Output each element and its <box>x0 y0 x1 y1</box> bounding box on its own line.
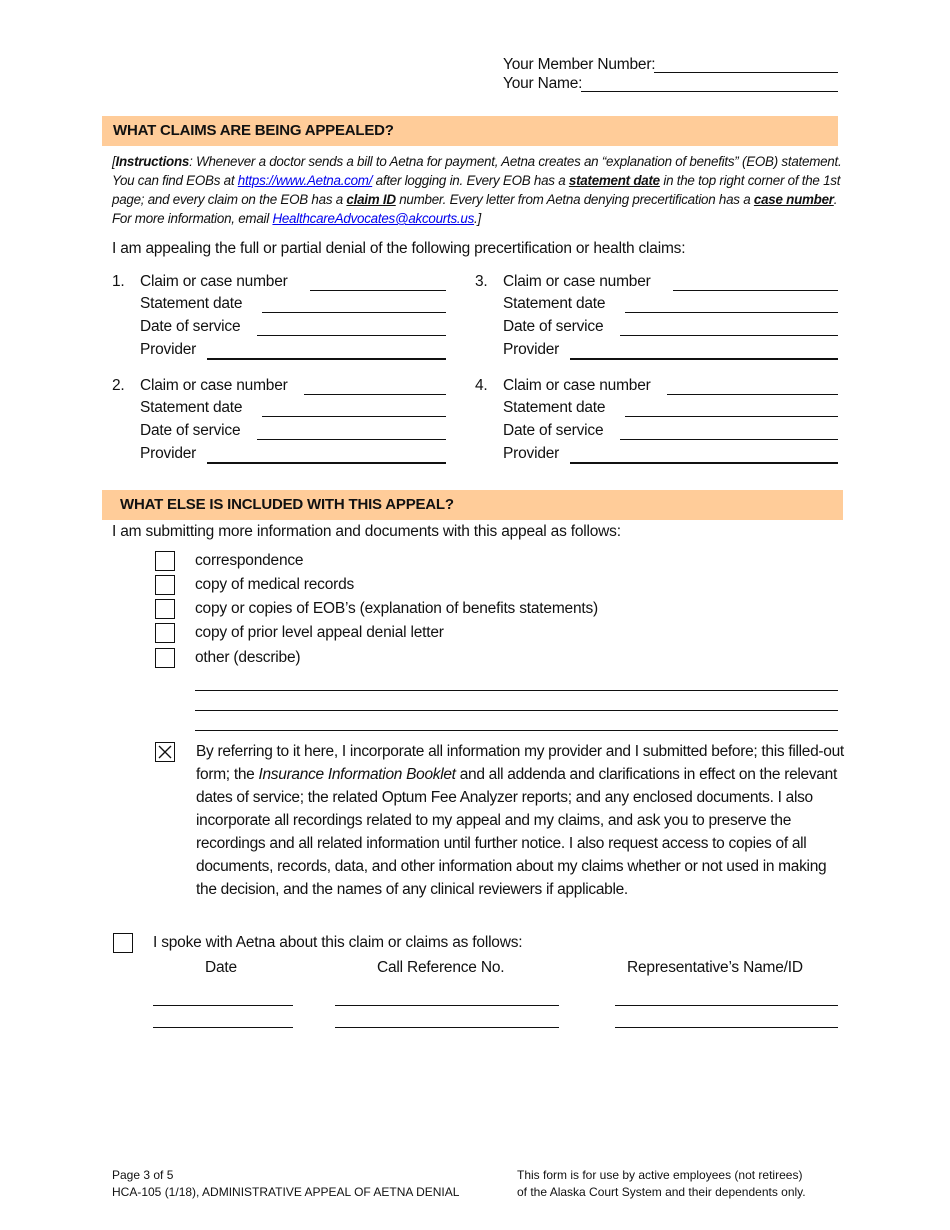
claim-field-label: Claim or case number <box>140 273 288 290</box>
claim-field-input[interactable] <box>262 416 446 417</box>
date-field-2[interactable] <box>153 1027 293 1028</box>
instructions: [Instructions: Whenever a doctor sends a bill to Aetna for payment, Aetna creates an “explanation of benefits” (EOB) statement. You can find EOBs at https://www.Aetna.com/ after logging in. Every EOB has a statement date in the top right corner of the 1st page; and every claim on the EOB has a claim ID number. Every letter from Aetna denying precertification has a case number. For more information, email HealthcareAdvocates@akcourts.us.] <box>112 154 842 226</box>
name-field[interactable] <box>581 91 838 92</box>
representative-field-1[interactable] <box>615 1005 838 1006</box>
footer-right <box>517 1167 806 1201</box>
claim-number: 4. <box>475 377 488 394</box>
claim-field-input[interactable] <box>570 358 838 360</box>
claim-field-label: Date of service <box>503 422 604 439</box>
aetna-link[interactable]: https://www.Aetna.com/ <box>237 173 373 188</box>
option-label: correspondence <box>195 552 304 569</box>
claim-number: 2. <box>112 377 125 394</box>
spoke-checkbox[interactable] <box>113 933 133 953</box>
notice-line-2: of the Alaska Court System and their dependents only. <box>517 1185 806 1199</box>
call-reference-field-2[interactable] <box>335 1027 559 1028</box>
claim-field-input[interactable] <box>262 312 446 313</box>
form-id: HCA-105 (1/18), ADMINISTRATIVE APPEAL OF AETNA DENIAL <box>112 1185 460 1199</box>
option-checkbox[interactable] <box>155 575 175 595</box>
claim-field-label: Date of service <box>140 318 241 335</box>
claim-field-input[interactable] <box>620 439 838 440</box>
claim-field-label: Statement date <box>140 399 243 416</box>
claim-field-label: Provider <box>140 341 197 358</box>
claim-field-input[interactable] <box>667 394 838 395</box>
incorporate-checkbox[interactable] <box>155 742 175 762</box>
section-header-included: WHAT ELSE IS INCLUDED WITH THIS APPEAL? <box>102 490 843 520</box>
date-field-1[interactable] <box>153 1005 293 1006</box>
describe-line-1[interactable] <box>195 690 838 691</box>
claim-field-input[interactable] <box>310 290 446 291</box>
section-header-claims: WHAT CLAIMS ARE BEING APPEALED? <box>102 116 838 146</box>
option-checkbox[interactable] <box>155 599 175 619</box>
name-label: Your Name: <box>503 75 583 92</box>
describe-line-2[interactable] <box>195 710 838 711</box>
claim-field-input[interactable] <box>207 358 446 360</box>
claim-field-input[interactable] <box>625 312 838 313</box>
claim-field-label: Claim or case number <box>503 377 651 394</box>
claim-field-label: Statement date <box>503 295 606 312</box>
claim-field-input[interactable] <box>570 462 838 464</box>
checkmark-x-icon <box>158 745 172 759</box>
claim-field-label: Claim or case number <box>503 273 651 290</box>
claim-field-label: Provider <box>503 341 560 358</box>
incorporate-text: By referring to it here, I incorporate all information my provider and I submitted before; this filled-out form; the Insurance Information Booklet and all addenda and clarifications in effect on the relevant dates of service; the related Optum Fee Analyzer reports; and any enclosed documents. I also incorporate all recordings related to my appeal and my claims, and ask you to preserve the recordings and all related information until further notice. I also request access to copies of all documents, records, data, and other information about my claims whether or not used in making the decision, and the names of any clinical reviewers if applicable. <box>196 743 844 898</box>
claim-field-input[interactable] <box>304 394 446 395</box>
representative-field-2[interactable] <box>615 1027 838 1028</box>
claim-field-label: Provider <box>503 445 560 462</box>
column-representative: Representative’s Name/ID <box>627 959 803 976</box>
claim-field-input[interactable] <box>620 335 838 336</box>
notice-line-1: This form is for use by active employees (not retirees) <box>517 1168 803 1182</box>
page-number: Page 3 of 5 <box>112 1168 174 1182</box>
claim-field-label: Claim or case number <box>140 377 288 394</box>
option-label: copy of prior level appeal denial letter <box>195 624 444 641</box>
claim-field-input[interactable] <box>257 439 446 440</box>
claim-field-label: Date of service <box>503 318 604 335</box>
claim-field-input[interactable] <box>673 290 838 291</box>
claim-field-label: Provider <box>140 445 197 462</box>
option-checkbox[interactable] <box>155 551 175 571</box>
spoke-label: I spoke with Aetna about this claim or claims as follows: <box>153 934 523 951</box>
column-date: Date <box>205 959 237 976</box>
claim-field-input[interactable] <box>207 462 446 464</box>
describe-line-3[interactable] <box>195 730 838 731</box>
call-reference-field-1[interactable] <box>335 1005 559 1006</box>
claim-field-label: Statement date <box>503 399 606 416</box>
claim-field-input[interactable] <box>257 335 446 336</box>
included-intro: I am submitting more information and documents with this appeal as follows: <box>112 523 621 540</box>
option-label: copy of medical records <box>195 576 355 593</box>
member-number-label: Your Member Number: <box>503 56 656 73</box>
claim-number: 1. <box>112 273 125 290</box>
footer-left <box>112 1167 459 1201</box>
appeal-statement: I am appealing the full or partial denial of the following precertification or health claims: <box>112 240 686 257</box>
claim-number: 3. <box>475 273 488 290</box>
column-call-reference: Call Reference No. <box>377 959 505 976</box>
email-link[interactable]: HealthcareAdvocates@akcourts.us <box>272 211 475 226</box>
option-label: other (describe) <box>195 649 301 666</box>
member-number-field[interactable] <box>654 72 838 73</box>
option-checkbox[interactable] <box>155 623 175 643</box>
claim-field-label: Date of service <box>140 422 241 439</box>
option-checkbox[interactable] <box>155 648 175 668</box>
claim-field-input[interactable] <box>625 416 838 417</box>
claim-field-label: Statement date <box>140 295 243 312</box>
option-label: copy or copies of EOB’s (explanation of benefits statements) <box>195 600 598 617</box>
